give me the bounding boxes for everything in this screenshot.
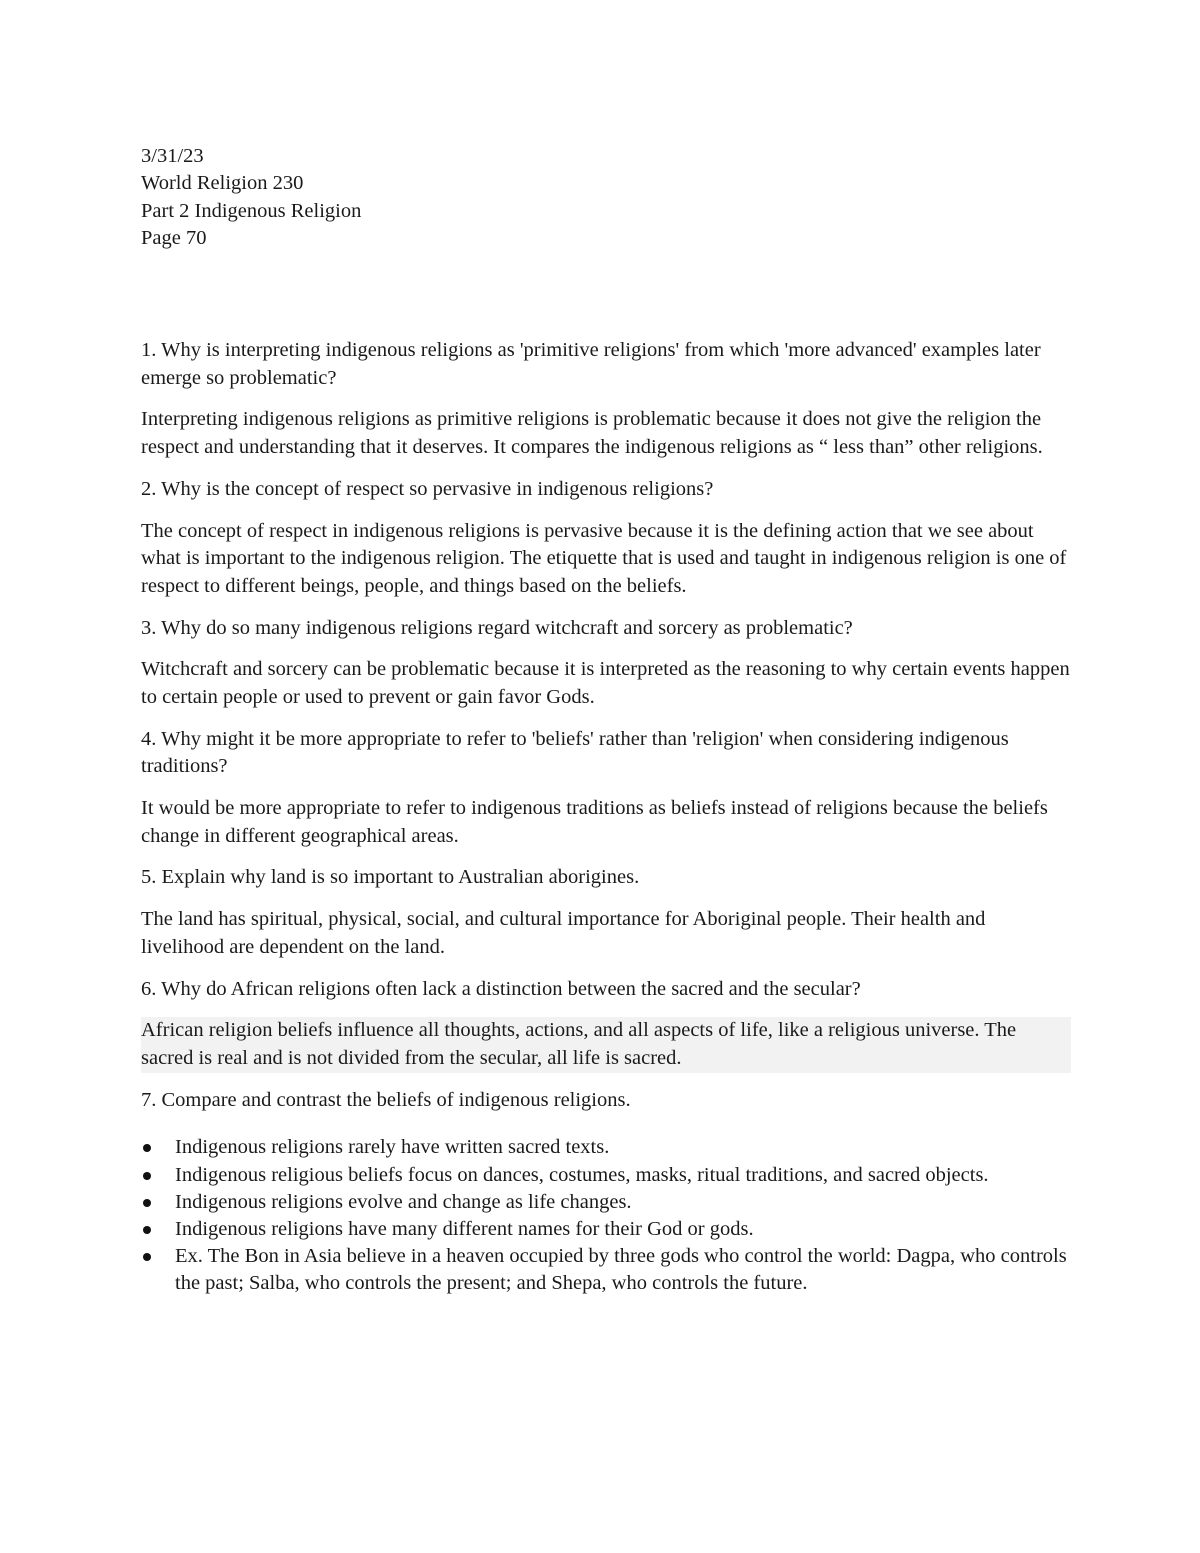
question-1: 1. Why is interpreting indigenous religions as 'primitive religions' from which 'more advanced' examples later emerge so problematic? — [141, 339, 1041, 389]
bullet-text: Indigenous religious beliefs focus on dances, costumes, masks, ritual traditions, and sacred objects. — [175, 1163, 989, 1186]
bullet-item — [141, 1243, 1071, 1297]
header-page: Page 70 — [141, 226, 207, 249]
question-6: 6. Why do African religions often lack a distinction between the sacred and the secular? — [141, 977, 861, 1000]
bullet-text: Indigenous religions evolve and change as life changes. — [175, 1190, 632, 1213]
answer-4: It would be more appropriate to refer to indigenous traditions as beliefs instead of religions because the beliefs change in different geographical areas. — [141, 797, 1048, 847]
bullet-text: Indigenous religions have many different names for their God or gods. — [175, 1217, 754, 1240]
bullet-text: Indigenous religions rarely have written sacred texts. — [175, 1136, 610, 1159]
bullet-icon — [143, 1172, 151, 1180]
header-part: Part 2 Indigenous Religion — [141, 199, 362, 222]
question-4: 4. Why might it be more appropriate to refer to 'beliefs' rather than 'religion' when considering indigenous traditions? — [141, 727, 1009, 778]
answer-3: Witchcraft and sorcery can be problematic because it is interpreted as the reasoning to why certain events happen to certain people or used to prevent or gain favor Gods. — [141, 658, 1070, 708]
answer-1: Interpreting indigenous religions as primitive religions is problematic because it does not give the religion the respect and understanding that it deserves. It compares the indigenous religions as “ less than” other religions. — [141, 408, 1043, 458]
bullet-item — [141, 1134, 1071, 1161]
bullet-text: Ex. The Bon in Asia believe in a heaven occupied by three gods who control the world: Dagpa, who controls the past; Salba, who controls the present; and Shepa, who controls the future. — [175, 1245, 1067, 1295]
header-course: World Religion 230 — [141, 172, 304, 195]
question-5: 5. Explain why land is so important to Australian aborigines. — [141, 866, 640, 889]
bullet-icon — [143, 1199, 151, 1207]
question-3: 3. Why do so many indigenous religions regard witchcraft and sorcery as problematic? — [141, 616, 853, 639]
bullet-item — [141, 1189, 1071, 1216]
question-7: 7. Compare and contrast the beliefs of indigenous religions. — [141, 1088, 631, 1111]
highlighted-answer-text: African religion beliefs influence all thoughts, actions, and all aspects of life, like a religious universe. The sacred is real and is not divided from the secular, all life is sacred. — [141, 1017, 1071, 1072]
document-header — [141, 143, 361, 252]
document-body — [141, 337, 1071, 1298]
bullet-icon — [143, 1144, 151, 1152]
answer-6 — [141, 1017, 1071, 1072]
bullet-icon — [143, 1226, 151, 1234]
bullet-icon — [143, 1253, 151, 1261]
bullet-item — [141, 1216, 1071, 1243]
answer-2: The concept of respect in indigenous religions is pervasive because it is the defining action that we see about what is important to the indigenous religion. The etiquette that is used and taught in indigenous religion is one of respect to different beings, people, and things based on the beliefs. — [141, 519, 1067, 597]
question-2: 2. Why is the concept of respect so pervasive in indigenous religions? — [141, 477, 714, 500]
bullet-item — [141, 1162, 1071, 1189]
header-date: 3/31/23 — [141, 145, 204, 167]
answer-5: The land has spiritual, physical, social, and cultural importance for Aboriginal people. Their health and livelihood are dependent on the land. — [141, 908, 986, 958]
comparison-bullet-list — [141, 1134, 1071, 1297]
